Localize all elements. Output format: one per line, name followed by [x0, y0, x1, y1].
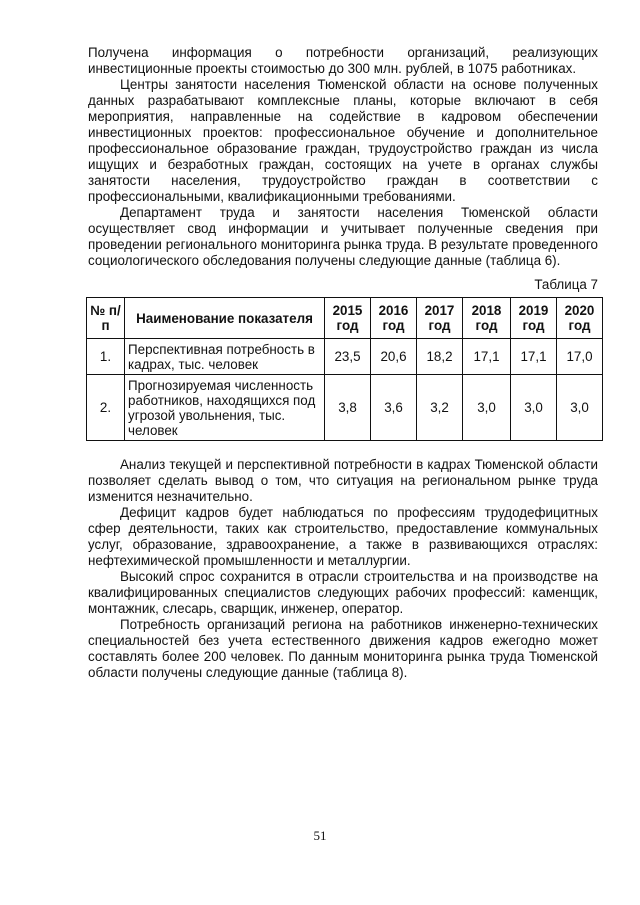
row-value: 3,8: [325, 375, 371, 441]
header-indicator-name: Наименование показателя: [125, 298, 325, 339]
row-value: 20,6: [371, 339, 417, 375]
table-row: [87, 375, 603, 441]
row-value: 3,2: [417, 375, 463, 441]
row-value: 23,5: [325, 339, 371, 375]
header-year: 2019 год: [511, 298, 557, 339]
row-value: 17,1: [463, 339, 511, 375]
paragraph-analysis: Анализ текущей и перспективной потребности в кадрах Тюменской области позволяет сделать вывод о том, что ситуация на региональном рынке труда изменится незначительно.: [88, 457, 598, 504]
row-value: 3,0: [557, 375, 603, 441]
row-num: 1.: [87, 339, 125, 375]
paragraph-employment-centers: Центры занятости населения Тюменской области на основе полученных данных разрабатывают комплексные планы, которые включают в себя мероприятия, направленные на содействие в кадровом обеспечении инвестиционных проектов: профессиональное обучение и дополнительное профессиональное образование граждан, трудоустройство граждан из числа ищущих и безработных граждан, состоящих на учете в органах службы занятости населения, трудоустройство граждан в соответствии с профессиональными, квалификационными требованиями.: [88, 77, 598, 204]
header-year: 2015 год: [325, 298, 371, 339]
document-page: [88, 45, 598, 681]
paragraph-high-demand: Высокий спрос сохранится в отрасли строительства и на производстве на квалифицированных специалистов следующих рабочих профессий: каменщик, монтажник, слесарь, сварщик, инженер, оператор.: [88, 569, 598, 616]
row-value: 3,0: [463, 375, 511, 441]
paragraph-labor-department: Департамент труда и занятости населения Тюменской области осуществляет свод информации и учитывает полученные сведения при проведении регионального мониторинга рынка труда. В результате проведенного социологического обследования получены следующие данные (таблица 6).: [88, 205, 598, 268]
paragraph-investment-needs: Получена информация о потребности организаций, реализующих инвестиционные проекты стоимостью до 300 млн. рублей, в 1075 работниках.: [88, 45, 598, 76]
row-indicator-name: Перспективная потребность в кадрах, тыс. человек: [125, 339, 325, 375]
paragraph-engineering-needs: Потребность организаций региона на работников инженерно-технических специальностей без учета естественного движения кадров ежегодно может составлять более 200 человек. По данным мониторинга рынка труда Тюменской области получены следующие данные (таблица 8).: [88, 617, 598, 680]
row-indicator-name: Прогнозируемая численность работников, находящихся под угрозой увольнения, тыс. человек: [125, 375, 325, 441]
header-year: 2018 год: [463, 298, 511, 339]
page-number: 51: [313, 828, 327, 843]
row-value: 17,1: [511, 339, 557, 375]
row-num: 2.: [87, 375, 125, 441]
paragraph-deficit: Дефицит кадров будет наблюдаться по профессиям трудодефицитных сфер деятельности, таких как строительство, предоставление коммунальных услуг, образование, здравоохранение, а также в развивающихся отраслях: нефтехимической промышленности и металлургии.: [88, 505, 598, 568]
table-header-row: [87, 298, 603, 339]
header-year: 2017 год: [417, 298, 463, 339]
header-year: 2016 год: [371, 298, 417, 339]
table-row: [87, 339, 603, 375]
header-year: 2020 год: [557, 298, 603, 339]
row-value: 3,6: [371, 375, 417, 441]
staffing-table: [86, 297, 603, 441]
header-num: № п/п: [87, 298, 125, 339]
row-value: 3,0: [511, 375, 557, 441]
table-caption: Таблица 7: [534, 277, 598, 292]
row-value: 18,2: [417, 339, 463, 375]
row-value: 17,0: [557, 339, 603, 375]
